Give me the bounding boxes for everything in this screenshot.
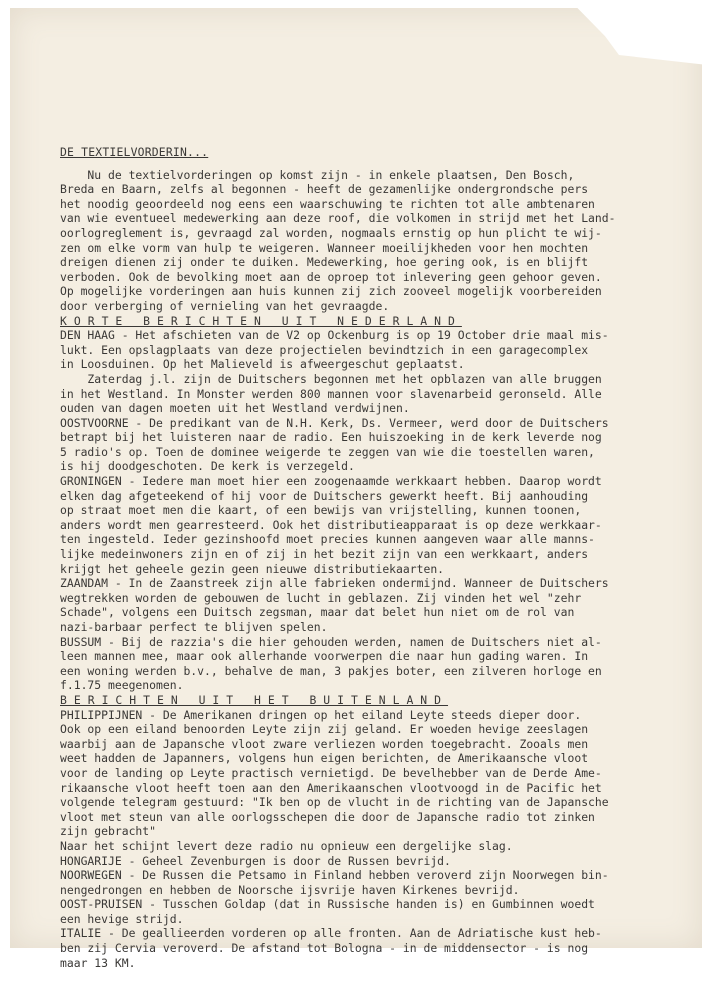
text-line: elken dag afgeteekend of hij voor de Duitschers gewerkt heeft. Bij aanhouding: [60, 488, 589, 503]
text-line: een hevige strijd.: [60, 911, 184, 926]
text-line: 5 radio's op. Toen de dominee weigerde te zeggen van wie die toestellen waren,: [60, 444, 595, 459]
text-line: OOSTVOORNE - De predikant van de N.H. Kerk, Ds. Vermeer, werd door de Duitschers: [60, 415, 609, 430]
text-line: betrapt bij het luisteren naar de radio. Een huiszoeking in de kerk leverde nog: [60, 430, 602, 445]
text-line: van wie eventueel medewerking aan deze roof, die volkomen in strijd met het Land-: [60, 211, 616, 226]
heading-berichten-buitenland: BERICHTEN UIT HET BUITENLAND: [60, 692, 449, 707]
text-line: verboden. Ook de bevolking moet aan de oproep tot inlevering geen gehoor geven.: [60, 269, 602, 284]
text-line: volgende telegram gestuurd: "Ik ben op de vlucht in de richting van de Japansche: [60, 795, 609, 810]
document-title: DE TEXTIELVORDERIN...: [60, 145, 209, 159]
text-line: ouden van dagen moeten uit het Westland verdwijnen.: [60, 401, 410, 416]
text-line: Breda en Baarn, zelfs al begonnen - heeft de gezamenlijke ondergrondsche pers: [60, 182, 589, 197]
text-line: waarbij aan de Japansche vloot zware verliezen worden toegebracht. Zooals men: [60, 736, 589, 751]
text-line: een woning werden b.v., behalve de man, 3 pakjes boter, een zilveren horloge en: [60, 663, 602, 678]
section-buitenland: [60, 708, 680, 971]
text-line: wegtrekken worden de gebouwen de lucht in geblazen. Zij vinden het wel "zehr: [60, 590, 582, 605]
text-line: het noodig geoordeeld nog eens een waarschuwing te richten tot alle ambtenaren: [60, 196, 595, 211]
text-line: nengedrongen en hebben de Noorsche ijsvrije haven Kirkenes bevrijd.: [60, 882, 520, 897]
text-line: is hij doodgeschoten. De kerk is verzegeld.: [60, 459, 355, 474]
text-line: in Loosduinen. Op het Malieveld is afweergeschut geplaatst.: [60, 357, 465, 372]
text-line: op straat moet men die kaart, of een bewijs van vrijstelling, kunnen toonen,: [60, 503, 582, 518]
text-line: Op mogelijke vorderingen aan huis kunnen zij zich zooveel mogelijk voorbereiden: [60, 284, 602, 299]
text-line: weet hadden de Japanners, volgens hun eigen berichten, de Amerikaansche vloot: [60, 751, 589, 766]
text-line: HONGARIJE - Geheel Zevenburgen is door de Russen bevrijd.: [60, 853, 451, 868]
text-line: Schade", volgens een Duitsch zegsman, maar dat belet hun niet om de rol van: [60, 605, 575, 620]
text-line: vloot met steun van alle oorlogsschepen die door de Japansche radio tot zinken: [60, 809, 595, 824]
text-line: Naar het schijnt levert deze radio nu opnieuw een dergelijke slag.: [60, 838, 513, 853]
text-line: dreigen dienen zij onder te duiken. Medewerking, hoe gering ook, is en blijft: [60, 255, 589, 270]
text-line: rikaansche vloot heeft toen aan den Amerikaanschen vlootvoogd in de Pacific het: [60, 780, 602, 795]
heading-korte-berichten: KORTE BERICHTEN UIT NEDERLAND: [60, 313, 462, 328]
text-line: Ook op een eiland benoorden Leyte zijn zij geland. Er woeden hevige zeeslagen: [60, 722, 589, 737]
text-line: ten ingesteld. Ieder gezinshoofd moet precies kunnen aangeven waar alle manns-: [60, 532, 595, 547]
text-line: NOORWEGEN - De Russen die Petsamo in Finland hebben veroverd zijn Noorwegen bin-: [60, 868, 609, 883]
text-line: f.1.75 meegenomen.: [60, 678, 184, 693]
document-body: [60, 145, 680, 970]
text-line: ITALIE - De geallieerden vorderen op alle fronten. Aan de Adriatische kust heb-: [60, 926, 602, 941]
text-line: DEN HAAG - Het afschieten van de V2 op Ockenburg is op 19 October drie maal mis-: [60, 328, 609, 343]
text-line: ZAANDAM - In de Zaanstreek zijn alle fabrieken ondermijnd. Wanneer de Duitschers: [60, 576, 609, 591]
text-line: OOST-PRUISEN - Tusschen Goldap (dat in Russische handen is) en Gumbinnen woedt: [60, 897, 595, 912]
text-line: maar 13 KM.: [60, 955, 136, 970]
text-line: anders wordt men gearresteerd. Ook het distributieapparaat is op deze werkkaar-: [60, 517, 602, 532]
text-line: krijgt het geheele gezin geen nieuwe distributiekaarten.: [60, 561, 445, 576]
text-line: lijke medeinwoners zijn en of zij in het bezit zijn van een werkkaart, anders: [60, 547, 589, 562]
text-line: in het Westland. In Monster werden 800 mannen voor slavenarbeid geronseld. Alle: [60, 386, 602, 401]
text-line: Nu de textielvorderingen op komst zijn - in enkele plaatsen, Den Bosch,: [60, 167, 575, 182]
text-line: zen om elke vorm van hulp te weigeren. Wanneer moeilijkheden voor hen mochten: [60, 240, 589, 255]
text-line: zijn gebracht": [60, 824, 157, 839]
text-line: voor de landing op Leyte practisch vernietigd. De bevelhebber van de Derde Ame-: [60, 765, 602, 780]
text-line: door verberging of vernieling van het gevraagde.: [60, 298, 390, 313]
text-line: ben zij Cervia veroverd. De afstand tot Bologna - in de middensector - is nog: [60, 941, 589, 956]
text-line: BUSSUM - Bij de razzia's die hier gehouden werden, namen de Duitschers niet al-: [60, 634, 602, 649]
text-line: GRONINGEN - Iedere man moet hier een zoogenaamde werkkaart hebben. Daarop wordt: [60, 474, 602, 489]
paragraph-textielvorderingen: [60, 168, 680, 314]
text-line: Zaterdag j.l. zijn de Duitschers begonnen met het opblazen van alle bruggen: [60, 371, 602, 386]
text-line: oorlogreglement is, gevraagd zal worden, nogmaals ernstig op hun plicht te wij-: [60, 225, 602, 240]
text-line: leen mannen mee, maar ook allerhande voorwerpen die naar hun gading waren. In: [60, 649, 589, 664]
text-line: PHILIPPIJNEN - De Amerikanen dringen op het eiland Leyte steeds dieper door.: [60, 707, 582, 722]
section-nederland: [60, 328, 680, 693]
text-line: lukt. Een opslagplaats van deze projectielen bevindtzich in een garagecomplex: [60, 342, 589, 357]
text-line: nazi-barbaar perfect te blijven spelen.: [60, 620, 328, 634]
